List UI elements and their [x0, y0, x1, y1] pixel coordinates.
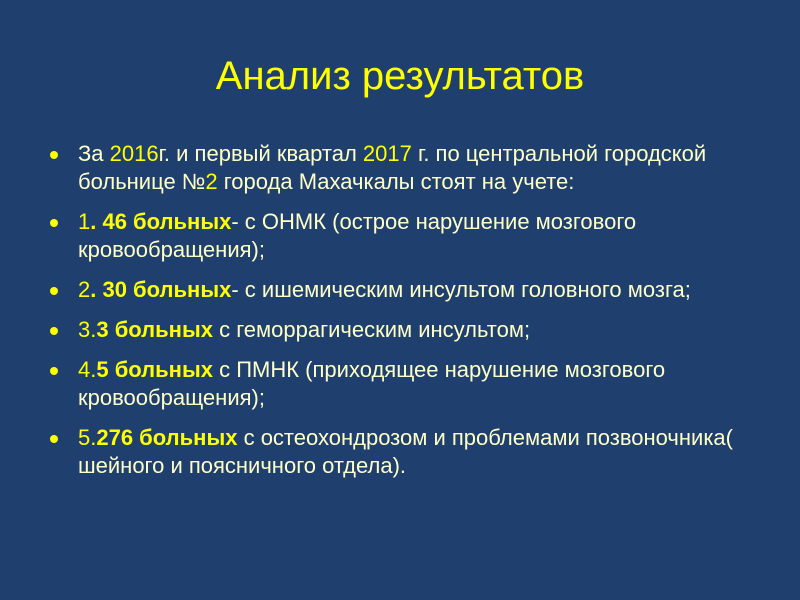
item-patient-count: 3 больных — [96, 317, 213, 342]
item-lead: За — [78, 141, 110, 166]
item-description: с остеохондрозом и проблемами позвоночника( шейного и поясничного отдела). — [78, 425, 733, 478]
item-patient-count: . 46 больных — [90, 209, 232, 234]
item-middle-2: г. по центральной городской больнице № — [78, 141, 707, 194]
bullet-item-1 — [48, 140, 760, 196]
item-number: 1 — [78, 209, 91, 234]
item-year-2017: 2017 — [362, 141, 412, 166]
item-number: 5. — [78, 425, 97, 450]
bullet-list — [48, 140, 760, 492]
item-middle-1: г. и первый квартал — [158, 141, 363, 166]
slide-title: Анализ результатов — [215, 54, 585, 98]
item-description: - с ишемическим инсультом головного мозга; — [231, 277, 691, 302]
item-number: 2 — [78, 277, 91, 302]
item-patient-count: . 30 больных — [90, 277, 232, 302]
item-description: - с ОНМК (острое нарушение мозгового кровообращения); — [78, 209, 637, 262]
item-year-2016: 2016 — [109, 141, 159, 166]
item-tail: города Махачкалы стоят на учете: — [217, 169, 575, 194]
item-number: 3. — [78, 317, 97, 342]
bullet-dot-icon — [50, 327, 58, 335]
bullet-item-6 — [48, 424, 760, 480]
item-hospital-number: 2 — [205, 169, 218, 194]
bullet-dot-icon — [50, 367, 58, 375]
bullet-item-5 — [48, 356, 760, 412]
bullet-dot-icon — [50, 151, 58, 159]
bullet-item-3 — [48, 276, 760, 304]
bullet-item-4 — [48, 316, 760, 344]
item-patient-count: 276 больных — [96, 425, 238, 450]
bullet-dot-icon — [50, 219, 58, 227]
item-patient-count: 5 больных — [96, 357, 213, 382]
item-number: 4. — [78, 357, 97, 382]
item-description: с геморрагическим инсультом; — [213, 317, 531, 342]
bullet-dot-icon — [50, 287, 58, 295]
bullet-dot-icon — [50, 435, 58, 443]
bullet-item-2 — [48, 208, 760, 264]
item-description: с ПМНК (приходящее нарушение мозгового кровообращения); — [78, 357, 666, 410]
